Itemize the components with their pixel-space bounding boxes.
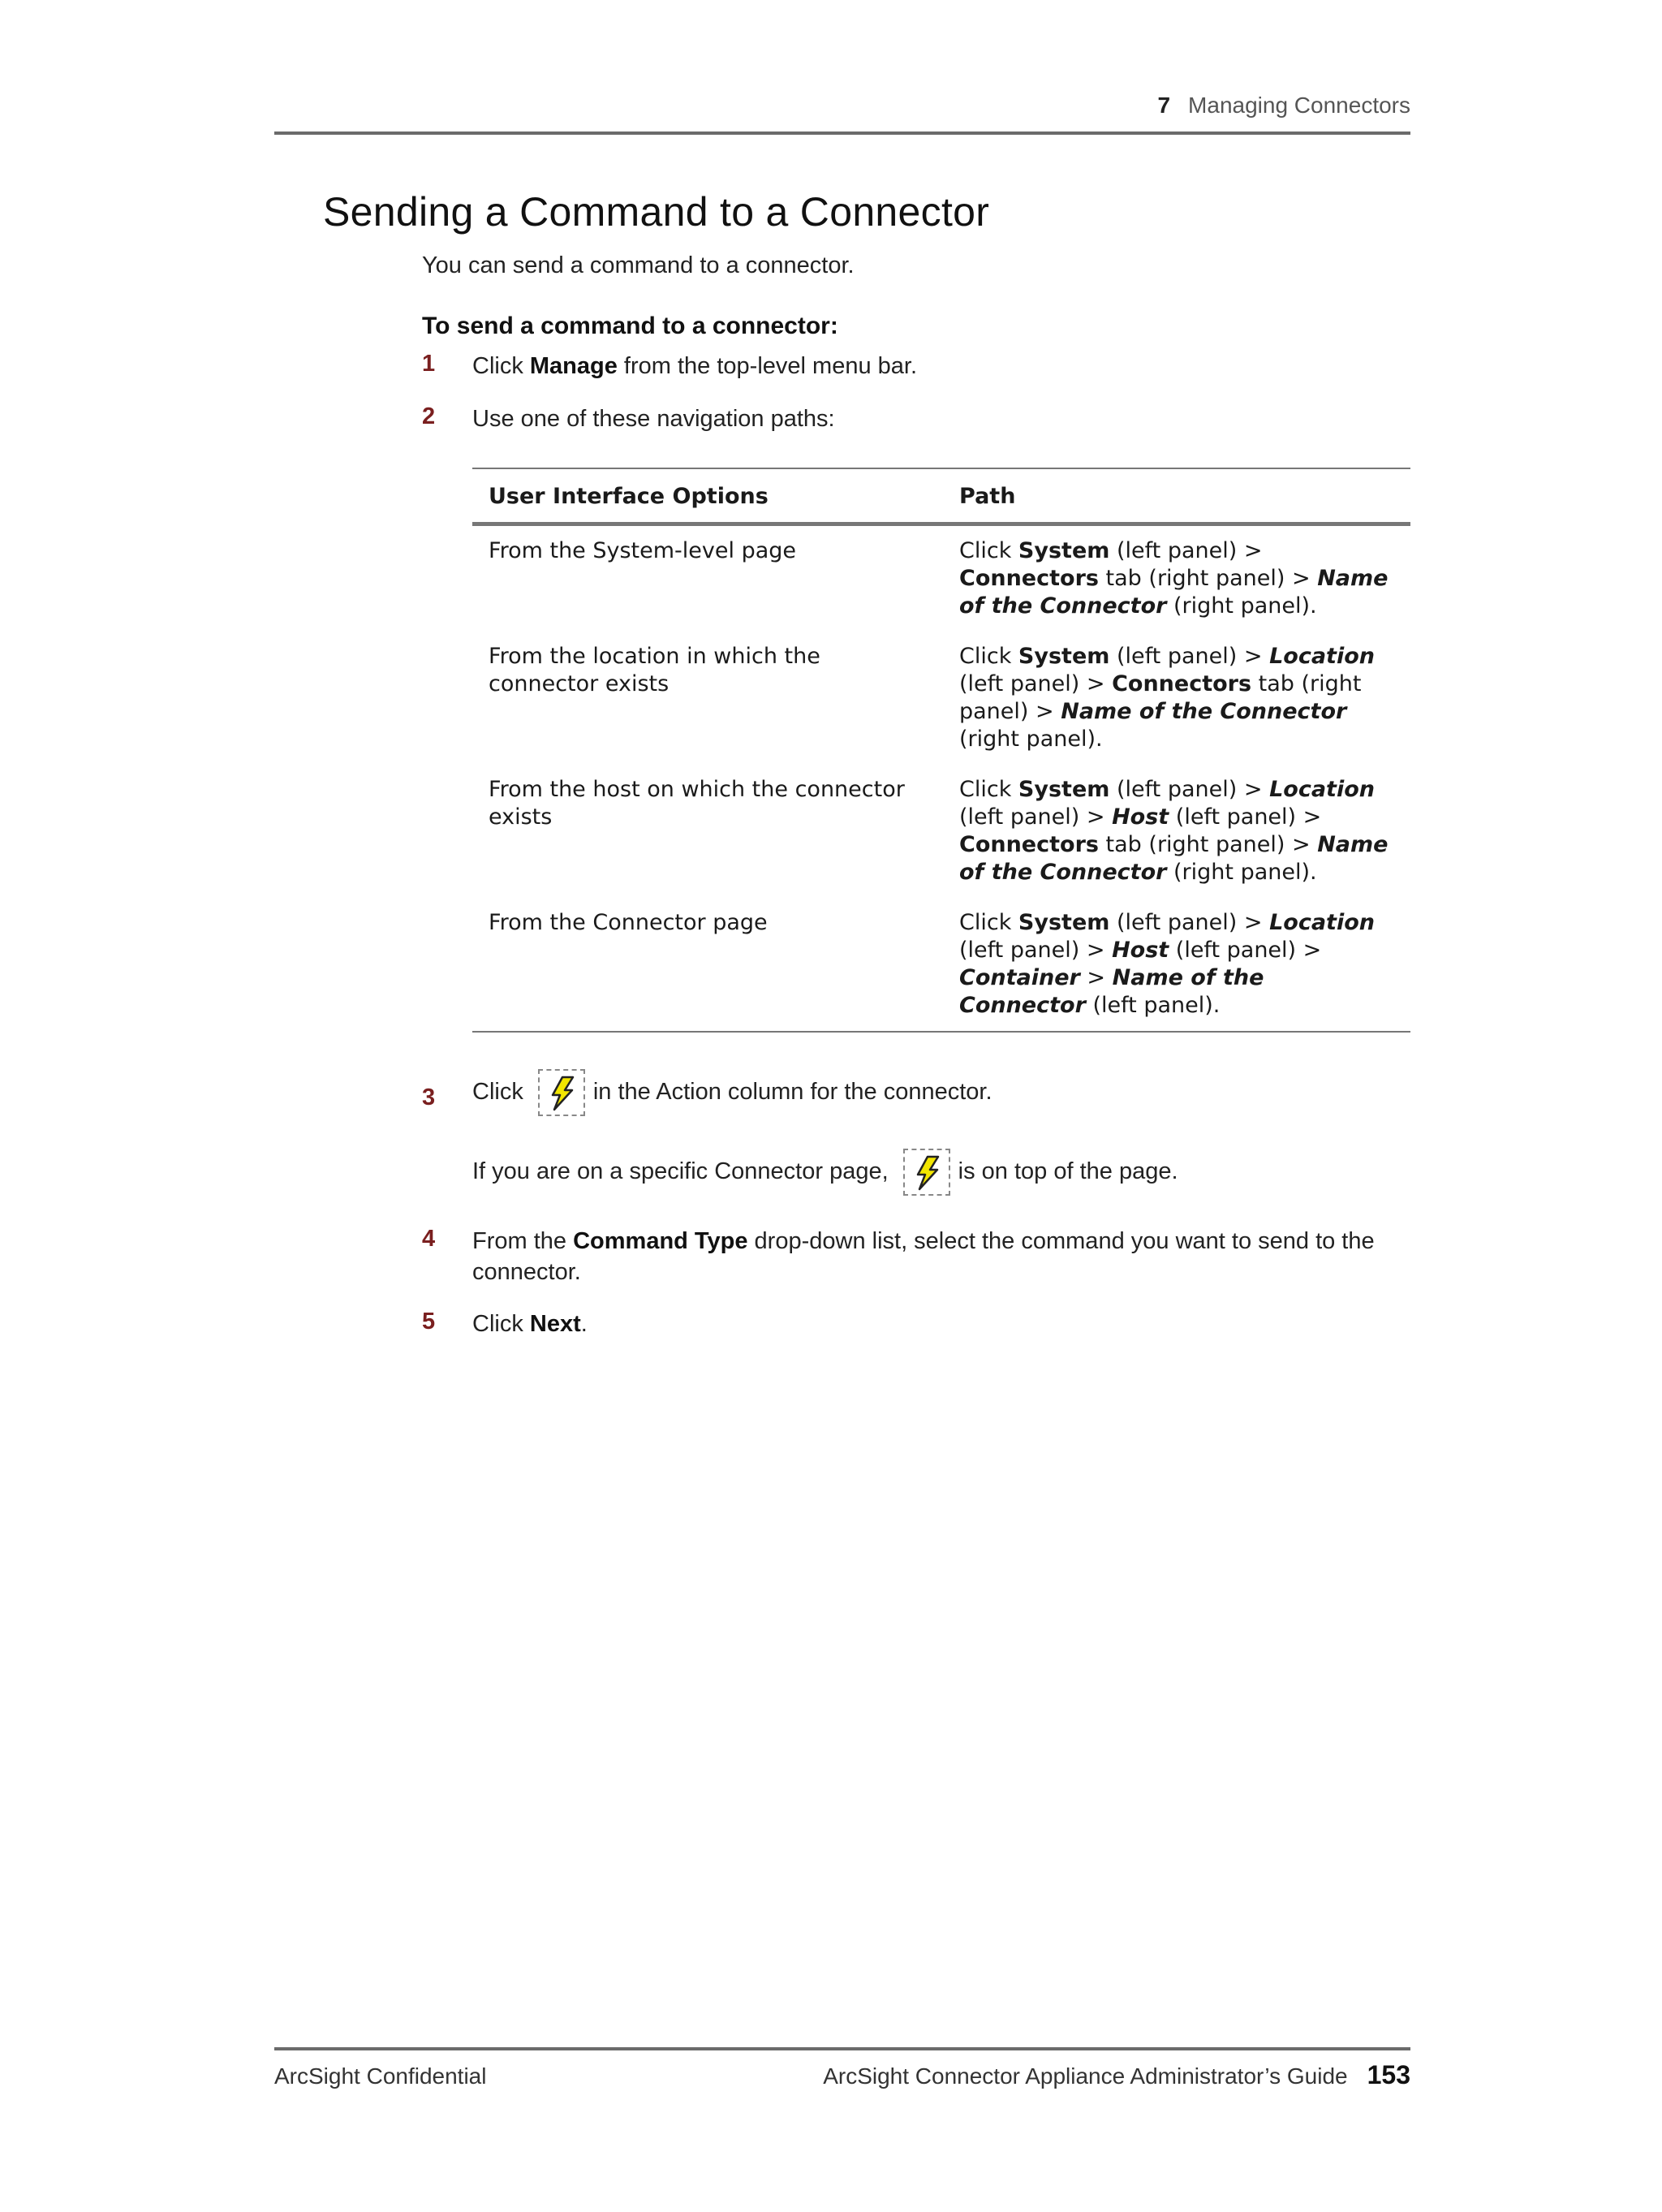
step-text: Click in the Action column for the connector. — [472, 1068, 1414, 1116]
path-segment: Click — [959, 910, 1018, 935]
path-segment: (left panel) > — [1169, 804, 1322, 830]
running-head — [1157, 93, 1410, 119]
path-segment: (right panel). — [1166, 593, 1317, 619]
path-segment: Click — [959, 777, 1018, 802]
ui-option-cell: From the host on which the connector exists — [489, 777, 905, 830]
path-segment: Location — [1269, 644, 1375, 669]
path-cell — [943, 765, 1410, 898]
path-segment: System — [1018, 538, 1110, 563]
path-segment: (left panel) > — [1169, 938, 1322, 963]
path-segment: (left panel) > — [959, 804, 1113, 830]
page-number: 153 — [1367, 2060, 1410, 2089]
path-segment: Click — [959, 538, 1018, 563]
path-segment: (left panel) > — [1109, 777, 1270, 802]
path-segment: Name of the Connector — [959, 566, 1389, 619]
path-segment: (left panel). — [1085, 993, 1221, 1018]
page-footer — [274, 2047, 1410, 2096]
guide-title: ArcSight Connector Appliance Administrator’s Guide — [823, 2063, 1348, 2089]
path-segment: Connectors — [959, 832, 1099, 857]
footer-right — [823, 2060, 1410, 2090]
path-segment: System — [1018, 910, 1110, 935]
chapter-number: 7 — [1157, 93, 1171, 118]
step-number: 1 — [422, 351, 436, 377]
path-cell — [943, 524, 1410, 632]
step-note-text: If you are on a specific Connector page, is on top of the page. — [472, 1148, 1414, 1196]
path-segment: (right panel). — [959, 727, 1103, 752]
table-row — [472, 765, 1410, 898]
path-segment: Host — [1112, 804, 1169, 830]
path-segment: Location — [1269, 777, 1375, 802]
path-segment: (left panel) > — [1109, 644, 1270, 669]
column-header: Path — [943, 469, 1410, 524]
step-number: 5 — [422, 1309, 436, 1335]
path-segment: Connectors — [1112, 671, 1252, 696]
step-text: From the Command Type drop-down list, select the command you want to send to the connector. — [472, 1228, 1375, 1285]
path-segment: System — [1018, 644, 1110, 669]
page-header — [274, 88, 1410, 135]
step-number: 3 — [422, 1084, 436, 1110]
path-cell — [943, 632, 1410, 765]
path-segment: Container — [959, 965, 1080, 990]
path-segment: Name of the Connector — [959, 832, 1389, 885]
table-header-row — [472, 469, 1410, 524]
path-segment: (left panel) > — [959, 671, 1113, 696]
path-segment: tab (right panel) > — [1098, 566, 1318, 591]
ui-option-cell: From the location in which the connector exists — [489, 644, 820, 696]
path-segment: tab (right panel) > — [1098, 832, 1318, 857]
path-segment: Name of the Connector — [1061, 699, 1347, 724]
intro-text: You can send a command to a connector. — [422, 252, 855, 278]
table-row — [472, 898, 1410, 1031]
lightning-bolt-icon — [546, 1076, 579, 1111]
chapter-title: Managing Connectors — [1188, 93, 1410, 118]
path-cell — [943, 898, 1410, 1031]
step-text: Click Manage from the top-level menu bar. — [472, 353, 918, 379]
path-segment: Host — [1112, 938, 1169, 963]
step-number: 2 — [422, 403, 436, 429]
path-segment: > — [1079, 965, 1113, 990]
page-title: Sending a Command to a Connector — [323, 189, 990, 235]
lightning-bolt-icon — [911, 1155, 944, 1191]
step-number: 4 — [422, 1226, 436, 1252]
navigation-paths-table — [472, 468, 1410, 1033]
path-segment: (left panel) > — [1109, 910, 1270, 935]
procedure-heading: To send a command to a connector: — [422, 313, 838, 339]
send-command-button[interactable] — [903, 1149, 950, 1196]
path-segment: System — [1018, 777, 1110, 802]
step-text: Use one of these navigation paths: — [472, 406, 835, 432]
path-segment: Name of the Connector — [959, 965, 1264, 1018]
column-header: User Interface Options — [472, 469, 943, 524]
path-segment: (right panel). — [1166, 860, 1317, 885]
path-segment: Connectors — [959, 566, 1099, 591]
ui-option-cell: From the System-level page — [489, 538, 797, 563]
table-row — [472, 524, 1410, 632]
confidentiality-notice: ArcSight Confidential — [274, 2063, 487, 2089]
ui-option-cell: From the Connector page — [489, 910, 768, 935]
path-segment: Location — [1269, 910, 1375, 935]
path-segment: (left panel) > — [1109, 538, 1263, 563]
path-segment: tab (right panel) > — [959, 671, 1362, 724]
path-segment: Click — [959, 644, 1018, 669]
step-text: Click Next. — [472, 1311, 588, 1337]
table-row — [472, 632, 1410, 765]
path-segment: (left panel) > — [959, 938, 1113, 963]
send-command-button[interactable] — [538, 1069, 585, 1116]
